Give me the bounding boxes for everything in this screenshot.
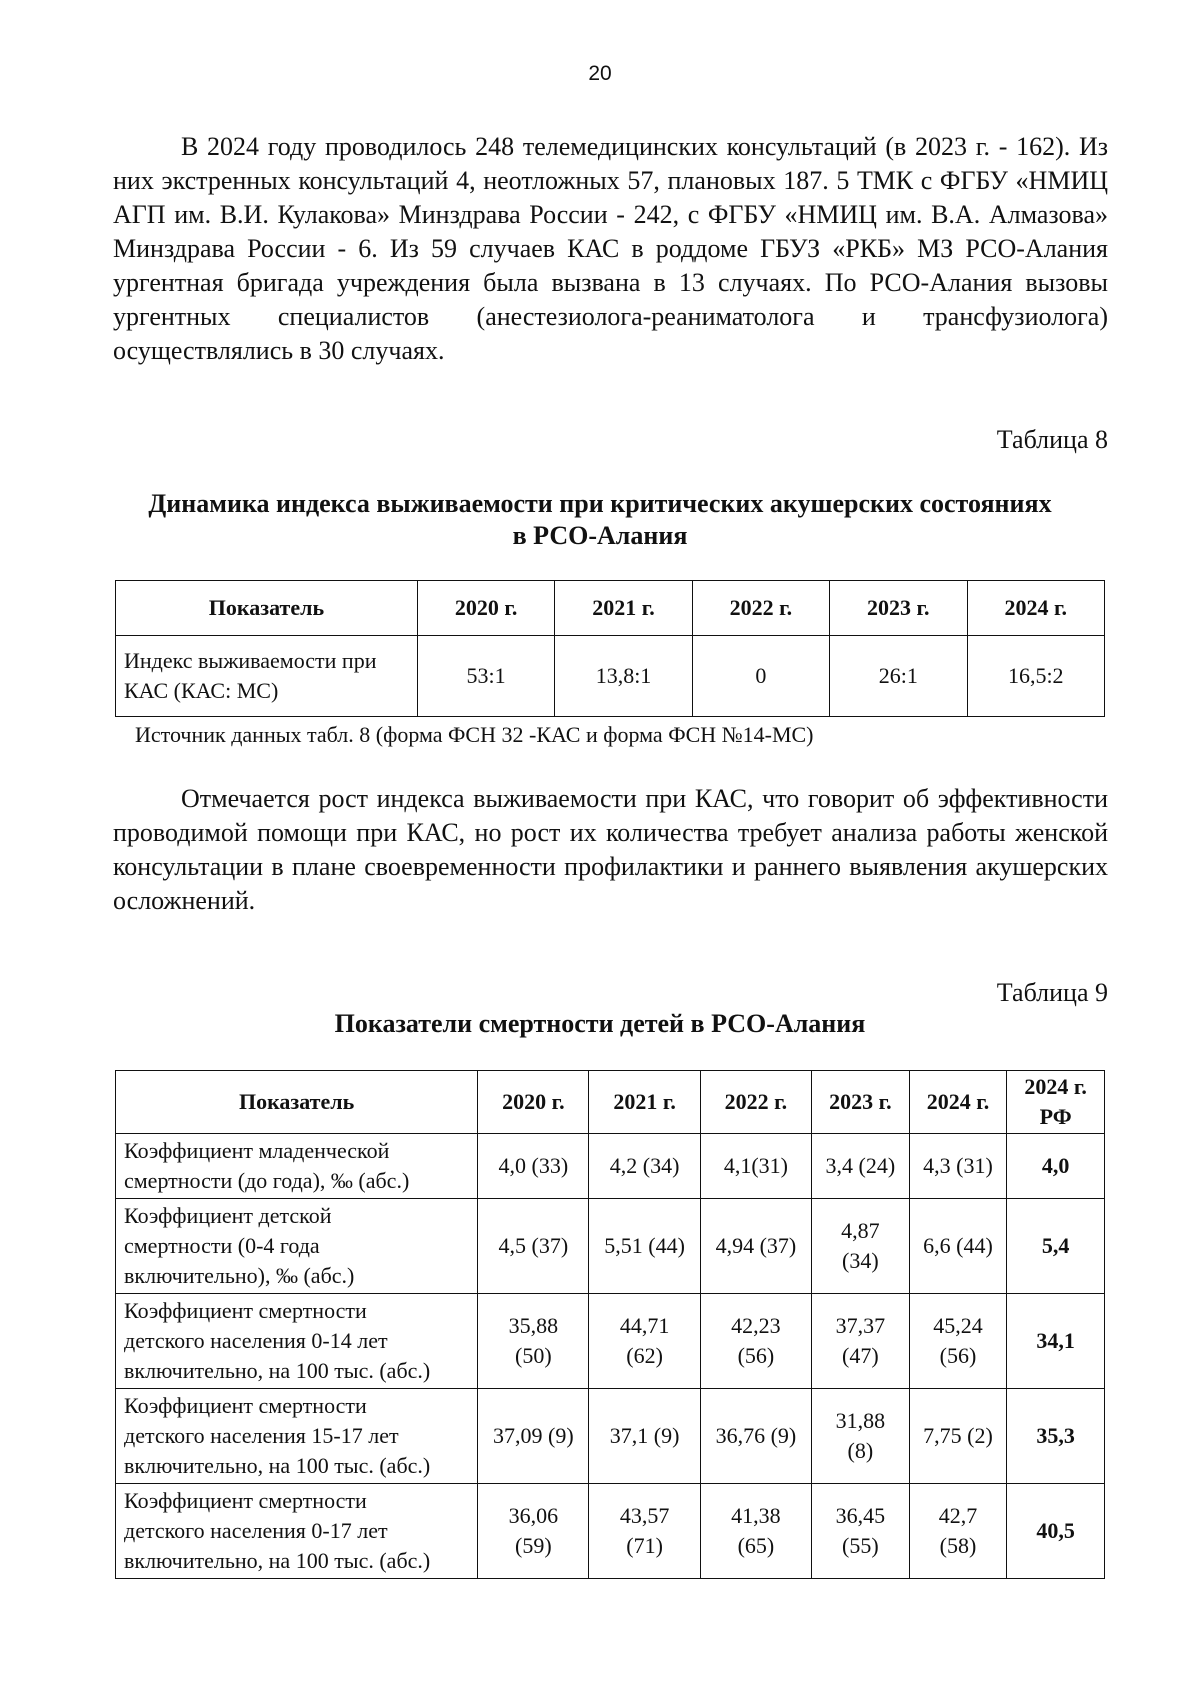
cell-line: 36,06 bbox=[508, 1503, 559, 1528]
table-cell bbox=[812, 1199, 910, 1294]
cell-line: 36,45 bbox=[835, 1503, 886, 1528]
row-label-line: Коэффициент смертности bbox=[124, 1393, 367, 1418]
row-label-line: включительно), ‰ (абс.) bbox=[124, 1263, 355, 1288]
cell-line: 43,57 bbox=[619, 1503, 670, 1528]
table-cell: 13,8:1 bbox=[555, 636, 692, 717]
table-cell bbox=[909, 1199, 1007, 1294]
cell-line: 4,3 (31) bbox=[923, 1153, 993, 1178]
paragraph-conclusion: Отмечается рост индекса выживаемости при КАС, что говорит об эффективности проводимой помощи при КАС, но рост их количества требует анализа работы женской консультации в плане своевременности профилактики и раннего выявления акушерских осложнений. bbox=[113, 784, 1108, 915]
table-cell bbox=[812, 1134, 910, 1199]
row-label bbox=[116, 1484, 478, 1579]
row-label-line: детского населения 0-14 лет bbox=[124, 1328, 388, 1353]
table-cell-rf: 34,1 bbox=[1007, 1294, 1105, 1389]
table-cell bbox=[478, 1484, 589, 1579]
table-cell-rf: 4,0 bbox=[1007, 1134, 1105, 1199]
cell-line: 4,0 (33) bbox=[498, 1153, 569, 1178]
table-cell bbox=[700, 1484, 811, 1579]
table-cell bbox=[589, 1134, 700, 1199]
cell-line: (62) bbox=[626, 1343, 663, 1368]
row-label-line: Коэффициент младенческой bbox=[124, 1138, 390, 1163]
cell-line: 42,23 bbox=[731, 1313, 781, 1338]
row-label-line: включительно, на 100 тыс. (абс.) bbox=[124, 1548, 431, 1573]
cell-line: 44,71 bbox=[619, 1313, 670, 1338]
row-label-line: включительно, на 100 тыс. (абс.) bbox=[124, 1453, 431, 1478]
cell-line: 35,88 bbox=[508, 1313, 559, 1338]
cell-line: (55) bbox=[842, 1533, 879, 1558]
cell-line: 36,76 (9) bbox=[715, 1423, 797, 1448]
page-number: 20 bbox=[588, 62, 612, 85]
table-9-child-mortality bbox=[115, 1070, 1105, 1579]
table-row bbox=[116, 1199, 1105, 1294]
table-cell bbox=[478, 1134, 589, 1199]
table-cell-rf: 35,3 bbox=[1007, 1389, 1105, 1484]
table-cell bbox=[812, 1294, 910, 1389]
column-header: 2021 г. bbox=[589, 1071, 700, 1134]
column-header: Показатель bbox=[116, 581, 418, 636]
cell-line: (34) bbox=[842, 1248, 879, 1273]
table-cell: 26:1 bbox=[830, 636, 967, 717]
table-cell bbox=[909, 1294, 1007, 1389]
column-header: 2023 г. bbox=[830, 581, 967, 636]
table-row bbox=[116, 1294, 1105, 1389]
table-cell: 0 bbox=[692, 636, 829, 717]
cell-line: 37,37 bbox=[835, 1313, 886, 1338]
table-8-survival-index bbox=[115, 580, 1105, 717]
table-cell-rf: 40,5 bbox=[1007, 1484, 1105, 1579]
row-label bbox=[116, 1389, 478, 1484]
header-line: 2024 г. bbox=[1024, 1074, 1087, 1099]
cell-line: (47) bbox=[842, 1343, 879, 1368]
table-9-title: Показатели смертности детей в РСО-Алания bbox=[334, 1009, 866, 1038]
table-8-title-line2: в РСО-Алания bbox=[512, 521, 688, 550]
table-header-row bbox=[116, 1071, 1105, 1134]
table-row bbox=[116, 1484, 1105, 1579]
table-row bbox=[116, 636, 1105, 717]
column-header-rf bbox=[1007, 1071, 1105, 1134]
table-cell bbox=[909, 1389, 1007, 1484]
table-cell: 53:1 bbox=[417, 636, 554, 717]
row-label-line: Индекс выживаемости при bbox=[124, 648, 377, 673]
table-cell bbox=[812, 1389, 910, 1484]
cell-line: (8) bbox=[847, 1438, 874, 1463]
row-label-line: включительно, на 100 тыс. (абс.) bbox=[124, 1358, 431, 1383]
cell-line: 37,09 (9) bbox=[493, 1423, 574, 1448]
table-cell bbox=[700, 1389, 811, 1484]
row-label-line: смертности (0-4 года bbox=[124, 1233, 320, 1258]
cell-line: 45,24 bbox=[933, 1313, 983, 1338]
row-label-line: смертности (до года), ‰ (абс.) bbox=[124, 1168, 410, 1193]
table-cell bbox=[478, 1389, 589, 1484]
table-cell bbox=[589, 1199, 700, 1294]
cell-line: 4,87 bbox=[841, 1218, 880, 1243]
row-label-line: детского населения 0-17 лет bbox=[124, 1518, 388, 1543]
cell-line: (65) bbox=[737, 1533, 775, 1558]
table-8-label: Таблица 8 bbox=[996, 425, 1108, 454]
cell-line: (71) bbox=[626, 1533, 663, 1558]
cell-line: 6,6 (44) bbox=[923, 1233, 993, 1258]
header-line: РФ bbox=[1039, 1104, 1072, 1129]
column-header: 2024 г. bbox=[909, 1071, 1007, 1134]
cell-line: 5,51 (44) bbox=[604, 1233, 685, 1258]
cell-line: 31,88 bbox=[835, 1408, 886, 1433]
table-8-source-note: Источник данных табл. 8 (форма ФСН 32 -КАС и форма ФСН №14-МС) bbox=[135, 722, 814, 747]
column-header: 2024 г. bbox=[967, 581, 1104, 636]
column-header: 2023 г. bbox=[812, 1071, 910, 1134]
cell-line: 42,7 bbox=[938, 1503, 978, 1528]
column-header: Показатель bbox=[116, 1071, 478, 1134]
row-label-line: Коэффициент смертности bbox=[124, 1298, 367, 1323]
cell-line: (58) bbox=[939, 1533, 977, 1558]
table-cell: 16,5:2 bbox=[967, 636, 1104, 717]
cell-line: 4,5 (37) bbox=[498, 1233, 569, 1258]
table-cell bbox=[478, 1294, 589, 1389]
table-cell bbox=[589, 1484, 700, 1579]
table-8-title-line1: Динамика индекса выживаемости при критических акушерских состояниях bbox=[148, 489, 1052, 518]
cell-line: (59) bbox=[515, 1533, 552, 1558]
table-8-title bbox=[90, 488, 1110, 552]
cell-line: (56) bbox=[939, 1343, 977, 1368]
table-cell bbox=[909, 1484, 1007, 1579]
row-label bbox=[116, 1199, 478, 1294]
row-label-line: детского населения 15-17 лет bbox=[124, 1423, 399, 1448]
column-header: 2020 г. bbox=[478, 1071, 589, 1134]
row-label bbox=[116, 1134, 478, 1199]
table-header-row bbox=[116, 581, 1105, 636]
table-cell bbox=[589, 1294, 700, 1389]
cell-line: 4,2 (34) bbox=[609, 1153, 680, 1178]
table-9-label: Таблица 9 bbox=[996, 978, 1108, 1007]
table-cell bbox=[478, 1199, 589, 1294]
cell-line: 41,38 bbox=[731, 1503, 781, 1528]
column-header: 2022 г. bbox=[692, 581, 829, 636]
table-cell bbox=[812, 1484, 910, 1579]
row-label-line: Коэффициент детской bbox=[124, 1203, 332, 1228]
cell-line: (50) bbox=[515, 1343, 552, 1368]
table-row bbox=[116, 1389, 1105, 1484]
cell-line: 7,75 (2) bbox=[923, 1423, 993, 1448]
table-cell bbox=[700, 1199, 811, 1294]
cell-line: 37,1 (9) bbox=[609, 1423, 680, 1448]
table-cell bbox=[700, 1134, 811, 1199]
column-header: 2020 г. bbox=[417, 581, 554, 636]
table-cell bbox=[700, 1294, 811, 1389]
cell-line: 4,1(31) bbox=[723, 1153, 788, 1178]
column-header: 2022 г. bbox=[700, 1071, 811, 1134]
paragraph-telemedicine: В 2024 году проводилось 248 телемедицинских консультаций (в 2023 г. - 162). Из них экстренных консультаций 4, неотложных 57, плановых 187. 5 ТМК с ФГБУ «НМИЦ АГП им. В.И. Кулакова» Минздрава России - 242, с ФГБУ «НМИЦ им. В.А. Алмазова» Минздрава России - 6. Из 59 случаев КАС в роддоме ГБУЗ «РКБ» МЗ РСО-Алания ургентная бригада учреждения была вызвана в 13 случаях. По РСО-Алания вызовы ургентных специалистов (анестезиолога-реаниматолога и трансфузиолога) осуществлялись в 30 случаях. bbox=[113, 132, 1108, 365]
cell-line: 3,4 (24) bbox=[825, 1153, 896, 1178]
column-header: 2021 г. bbox=[555, 581, 692, 636]
table-row bbox=[116, 1134, 1105, 1199]
row-label bbox=[116, 1294, 478, 1389]
table-cell bbox=[589, 1389, 700, 1484]
table-cell-rf: 5,4 bbox=[1007, 1199, 1105, 1294]
row-label-line: Коэффициент смертности bbox=[124, 1488, 367, 1513]
cell-line: 4,94 (37) bbox=[715, 1233, 797, 1258]
row-label bbox=[116, 636, 418, 717]
row-label-line: КАС (КАС: МС) bbox=[124, 678, 279, 703]
cell-line: (56) bbox=[737, 1343, 775, 1368]
table-cell bbox=[909, 1134, 1007, 1199]
